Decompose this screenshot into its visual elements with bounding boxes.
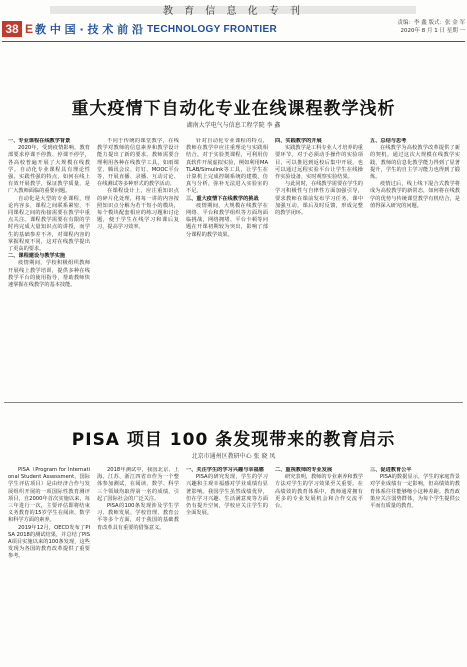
article2-paragraph: 2018年测试中，我国北京、上海、江苏、浙江四省市作为一个整体参加测试，在阅读、数学、科学三个领域均取得第一名的成绩，引起了国际社会的广泛关注。	[97, 467, 179, 502]
article2-subheading: 三、促进教育公平	[370, 467, 412, 473]
article1-column-5	[370, 138, 460, 396]
article1-paragraph: 自动化是大型的专业课程，理论内容多，课程之间联系紧密，不同课程之间的衔接需要在教学中重点关注。课程教学需要在有限的学时内完成大量知识点的讲授，而学生的基础参差不齐，对课程内容的掌握程度不同，这对在线教学提出了更高的要求。	[8, 195, 90, 253]
article2-column-2	[97, 467, 179, 663]
article1-paragraph: 疫情过后，线上线下混合式教学将成为高校教学的新常态，如何将在线教学的优势与传统课堂教学有机结合，是值得深入研究的问题。	[370, 181, 460, 209]
article2-column-1	[8, 467, 90, 663]
article1-paragraph: 针对自动化专业课程的特点，教师在教学中应注重理论与实践相结合。对于实验类课程，可利用仿真软件开展虚拟实验，例如利用MATLAB/Simulink等工具，让学生在计算机上完成控制系统的建模、仿真与分析，弥补无法进入实验室的不足。	[186, 138, 268, 195]
section-title-en: TECHNOLOGY FRONTIER	[147, 23, 277, 35]
article2-paragraph: 研究表明，教师的专业素养和教学方法对学生的学习效果至关重要。在高绩效的教育体系中，教师通常拥有更多的专业发展机会和合作交流平台。	[275, 474, 363, 510]
article1-paragraph: 在线教学为高校教学改革提供了新的契机。通过这次大规模在线教学实践，教师的信息化教学能力得到了显著提升，学生的自主学习能力也得到了锻炼。	[370, 145, 460, 181]
article1-subheading: 一、专业课程在线教学背景	[8, 138, 71, 144]
article1-paragraph: 不同于传统的课堂教学，在线教学对教师的信息素养和教学设计能力提出了新的要求。教师需要合理利用各种在线教学工具，如雨课堂、腾讯会议、钉钉、MOOC平台等，开展直播、录播、互动讨论、在线测试等多种形式的教学活动。	[97, 138, 179, 188]
article2-subheading: 二、重视教师的专业发展	[275, 467, 333, 473]
article1-subheading: 二、课程建设与教学实施	[8, 253, 66, 260]
masthead	[0, 0, 467, 18]
article2-paragraph: 2019年12月，OECD发布了PISA 2018的测试结果，并总结了PISA项目实施以来的100条发现，这些发现为各国的教育改革提供了重要参考。	[8, 524, 90, 560]
article1-paragraph: 疫情期间，大规模在线教学在网络、平台和教学组织等方面均面临挑战，网络拥堵、平台卡顿等问题在开课初期较为突出，影响了部分课程的教学效果。	[186, 202, 268, 238]
article1-column-3	[186, 138, 268, 396]
article2-column-3	[186, 467, 268, 663]
article1-column-4	[275, 138, 363, 396]
article2-title: PISA 项目 100 条发现带来的教育启示	[71, 430, 396, 450]
article1-title: 重大疫情下自动化专业在线课程教学浅析	[71, 99, 396, 119]
editor-line: 责编：李 鑫 版式：张 金 军	[397, 20, 465, 26]
article2-column-4	[275, 467, 363, 663]
date-line: 2020年 8 月 1 日 星期 一	[400, 27, 465, 34]
article1-paragraph: 疫情期间，学校积极组织教师开展线上教学培训，提供多种在线教学平台的使用指导，帮助教师快速掌握在线教学的基本技能。	[8, 260, 90, 289]
section-title-cn: 教 中 国 · 技 术 前 沿	[35, 23, 144, 36]
article1-byline: 湖南大学电气与信息工程学院 李 鑫	[186, 122, 281, 129]
editor-info	[398, 20, 466, 35]
masthead-title: 教 育 信 息 化 专 刊	[162, 5, 305, 17]
article-separator	[4, 402, 463, 403]
article2-subheading: 一、关注学生的学习兴趣与幸福感	[186, 467, 264, 473]
article2-paragraph: PISA的数据显示，学生的家庭背景对学业成绩有一定影响，但高绩效的教育体系往往能够缩小这种差距。教育政策应关注弱势群体，为每个学生提供公平而有质量的教育。	[370, 474, 460, 510]
article2-paragraph: PISA（Program for International Student Assessment，国际学生评估项目）是由经济合作与发展组织开展的一项国际性教育测评项目，自2000年首次实施以来，每三年进行一次，主要评估即将结束义务教育的15岁学生在阅读、数学和科学方面的素养。	[8, 467, 90, 524]
section-letter: E	[25, 22, 34, 36]
article1-subheading: 三、重大疫情下在线教学的挑战	[186, 195, 259, 202]
article1-subheading: 四、实践教学的开展	[275, 138, 322, 144]
article1-paragraph: 2020年，受到疫情影响，教育部要求停课不停教、停课不停学，各高校普遍开展了大规模在线教学。自动化专业课程具有理论性强、实践性强的特点，如何在线上有效开展教学，保证教学质量，是广大教师面临的重要问题。	[8, 145, 90, 195]
article2-paragraph: PISA的100条发现涉及学生学习、教师发展、学校管理、教育公平等多个方面，对于我国的基础教育改革具有重要的借鉴意义。	[97, 503, 179, 531]
article1-paragraph: 与此同时，在线教学需要在学生的学习积极性与自律性方面加强引导，要求教师在课前发布学习任务，课中加强互动，课后及时反馈，形成完整的教学闭环。	[275, 181, 363, 217]
article2-column-5	[370, 467, 460, 663]
article1-column-2	[97, 138, 179, 396]
page-header	[2, 20, 465, 40]
article1-subheading: 五、总结与思考	[370, 138, 407, 144]
article2-paragraph: PISA的研究发现，学生的学习兴趣和主观幸福感对学业成绩有显著影响。我国学生虽然成绩优异，但在学习兴趣、生活满意度等方面仍有提升空间，学校应关注学生的全面发展。	[186, 474, 268, 517]
article1-column-1	[8, 138, 90, 396]
header-rule	[2, 41, 465, 42]
article1-paragraph: 在课程设计上，应注重知识点的碎片化处理，将每一讲的内容按照知识点分解为若干短小的模块，每个模块配套相应的练习题和讨论题，便于学生在线学习和课后复习，提高学习效率。	[97, 188, 179, 231]
page-number: 38	[2, 21, 22, 37]
article2-byline: 北京市通州区教研中心 张 晓 凤	[191, 453, 276, 460]
article1-paragraph: 实践教学是工科专业人才培养的重要环节。对于必须动手操作的实验项目，可以推迟到返校后集中开展，也可以通过远程实验平台让学生在线操作实验设备，实时观察实验结果。	[275, 145, 363, 181]
section-title	[25, 21, 277, 37]
